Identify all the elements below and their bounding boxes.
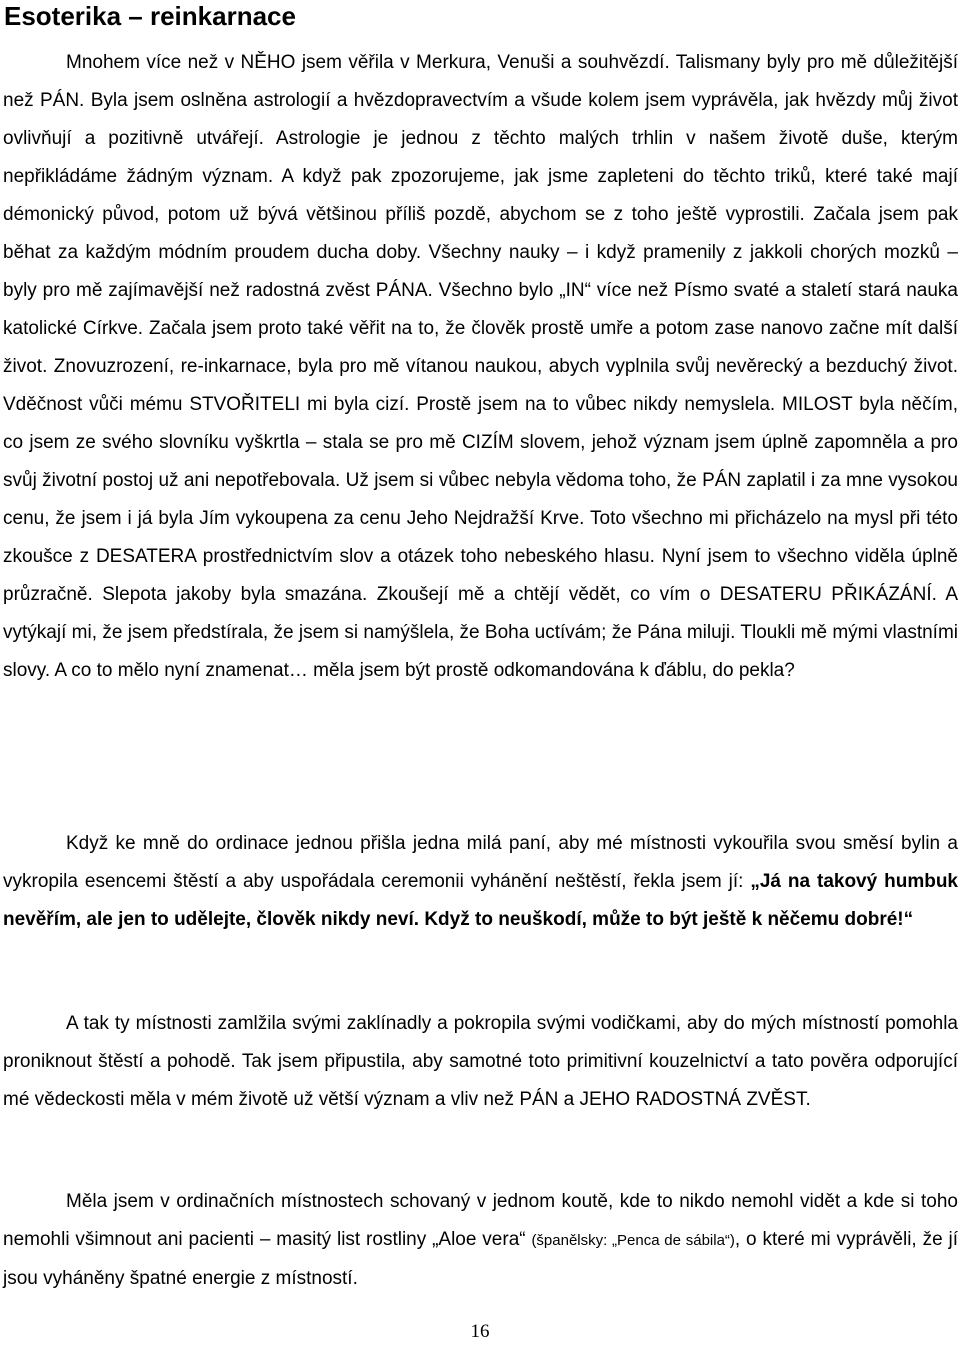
- paragraph-aloe-vera: [3, 1183, 958, 1298]
- paragraph-text-end: , o které mi vyprávěli, že jí jsou vyháněny špatné energie z místností.: [3, 1229, 958, 1289]
- paragraph-text: Když ke mně do ordinace jednou přišla jedna milá paní, aby mé místnosti vykouřila svou směsí bylin a vykropila esencemi štěstí a aby uspořádala ceremonii vyhánění neštěstí, řekla jsem jí:: [3, 833, 958, 892]
- paragraph-zamlzila: A tak ty místnosti zamlžila svými zaklínadly a pokropila svými vodičkami, aby do mých místností pomohla proniknout štěstí a pohodě. Tak jsem připustila, aby samotné toto primitivní kouzelnictví a tato pověra odporující mé vědeckosti měla v mém životě už větší význam a vliv než PÁN a JEHO RADOSTNÁ ZVĚST.: [3, 1013, 958, 1110]
- page-number: 16: [470, 1321, 490, 1342]
- spanish-note: (španělsky: „Penca de sábila“): [531, 1232, 735, 1249]
- paragraph-text: Měla jsem v ordinačních místnostech schovaný v jednom koutě, kde to nikdo nemohl vidět a kde si toho nemohli všimnout ani pacienti – masitý list rostliny „Aloe vera“: [3, 1191, 958, 1250]
- paragraph-ordinace: [3, 825, 958, 939]
- page-title: Esoterika – reinkarnace: [4, 1, 296, 31]
- paragraph-astrology: Mnohem více než v NĚHO jsem věřila v Merkura, Venuši a souhvězdí. Talismany byly pro mě důležitější než PÁN. Byla jsem oslněna astrologií a hvězdopravectvím a všude kolem jsem vyprávěla, jak hvězdy můj život ovlivňují a pozitivně utvářejí. Astrologie je jednou z těchto malých trhlin v našem životě duše, kterým nepřikládáme žádným význam. A když pak zpozorujeme, jak jsme zapleteni do těchto triků, které také mají démonický původ, potom už bývá většinou příliš pozdě, abychom se z toho ještě vyprostili. Začala jsem pak běhat za každým módním proudem ducha doby. Všechny nauky – i když pramenily z jakkoli chorých mozků – byly pro mě zajímavější než radostná zvěst PÁNA. Všechno bylo „IN“ více než Písmo svaté a staletí stará nauka katolické Církve. Začala jsem proto také věřit na to, že člověk prostě umře a potom zase nanovo začne mít další život. Znovuzrození, re-inkarnace, byla pro mě vítanou naukou, abych vyplnila svůj nevěrecký a bezduchý život. Vděčnost vůči mému STVOŘITELI mi byla cizí. Prostě jsem na to vůbec nikdy nemyslela. MILOST byla něčím, co jsem ze svého slovníku vyškrtla – stala se pro mě CIZÍM slovem, jehož význam jsem úplně zapomněla a pro svůj životní postoj už ani nepotřebovala. Už jsem si vůbec nebyla vědoma toho, že PÁN zaplatil i za mne vysokou cenu, že jsem i já byla Jím vykoupena za cenu Jeho Nejdražší Krve. Toto všechno mi přicházelo na mysl při této zkoušce z DESATERA prostřednictvím slov a otázek toho nebeského hlasu. Nyní jsem to všechno viděla úplně průzračně. Slepota jakoby byla smazána. Zkoušejí mě a chtějí vědět, co vím o DESATERU PŘIKÁZÁNÍ. A vytýkají mi, že jsem předstírala, že jsem si namýšlela, že Boha uctívám; že Pána miluji. Tloukli mě mými vlastními slovy. A co to mělo nyní znamenat… měla jsem být prostě odkomandována k ďáblu, do pekla?: [3, 52, 958, 681]
- bold-quote: „Já na takový humbuk nevěřím, ale jen to udělejte, člověk nikdy neví. Když to neuškodí, může to být ještě k něčemu dobré!“: [3, 871, 959, 930]
